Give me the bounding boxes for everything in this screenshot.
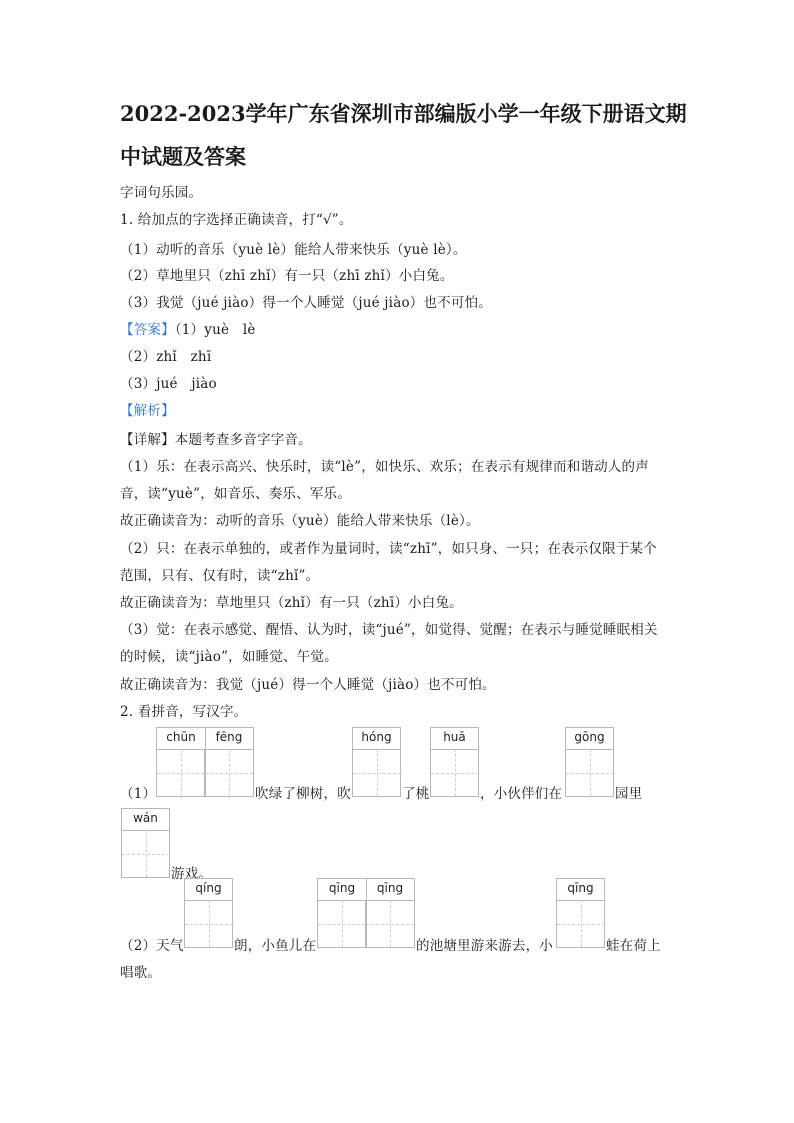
s1-text-4: 园里: [615, 786, 643, 802]
s2-label: （2）天气: [120, 938, 184, 954]
detail-line: （3）觉：在表示感觉、醒悟、认为时，读“jué”，如觉得、觉醒；在表示与睡觉睡眠相关: [120, 622, 658, 638]
q2-prompt: 2. 看拼音，写汉字。: [120, 704, 248, 720]
s1-text-5: 游戏。: [171, 866, 213, 882]
writing-grid-qing-2[interactable]: [556, 878, 605, 948]
pinyin-label: gōng: [566, 728, 613, 750]
detail-line: 故正确读音为：我觉（jué）得一个人睡觉（jiào）也不可怕。: [120, 677, 496, 693]
q1-item-2: （2）草地里只（zhī zhǐ）有一只（zhī zhǐ）小白兔。: [120, 268, 454, 284]
s2-text-4: 唱歌。: [120, 965, 162, 981]
pinyin-label: qíng: [185, 879, 232, 901]
title-line-2: 中试题及答案: [120, 144, 246, 169]
detail-line: 【详解】本题考查多音字字音。: [120, 432, 312, 448]
pinyin-label: qīng: [366, 879, 414, 901]
pinyin-label: hóng: [353, 728, 400, 750]
s2-text-1: 朗，小鱼儿在: [234, 938, 317, 954]
answer-1: （1）yuè lè: [174, 322, 256, 338]
pinyin-label: huā: [431, 728, 478, 750]
s1-text-2: 了桃: [402, 786, 430, 802]
s1-text-3: ，小伙伴们在: [480, 786, 563, 802]
s2-text-3: 蛙在荷上: [606, 938, 661, 954]
detail-line: 的时候，读“jiào”，如睡觉、午觉。: [120, 649, 338, 665]
title-line-1: 2022-2023学年广东省深圳市部编版小学一年级下册语文期: [120, 101, 687, 126]
detail-line: （1）乐：在表示高兴、快乐时，读“lè”，如快乐、欢乐；在表示有规律而和谐动人的声: [120, 459, 649, 475]
s2-text-2: 的池塘里游来游去，小: [416, 938, 553, 954]
answer-row-1: [120, 318, 256, 338]
detail-line: 故正确读音为：动听的音乐（yuè）能给人带来快乐（lè）。: [120, 513, 480, 529]
pinyin-label: wán: [122, 809, 169, 831]
writing-grid-hong[interactable]: [352, 727, 401, 797]
detail-line: （2）只：在表示单独的，或者作为量词时，读“zhī”，如只身、一只；在表示仅限于某个: [120, 541, 657, 557]
analysis-tag: 【解析】: [120, 403, 175, 419]
detail-line: 音，读“yuè”，如音乐、奏乐、军乐。: [120, 486, 351, 502]
pinyin-label: chūn: [157, 728, 205, 750]
section-heading: 字词句乐园。: [120, 185, 203, 201]
writing-grid-qingqing[interactable]: [317, 878, 415, 948]
detail-line: 故正确读音为：草地里只（zhǐ）有一只（zhī）小白兔。: [120, 595, 463, 611]
writing-grid-hua[interactable]: [430, 727, 479, 797]
s1-text-1: 吹绿了柳树，吹: [255, 786, 351, 802]
detail-line: 范围，只有、仅有时，读“zhǐ”。: [120, 568, 320, 584]
answer-tag: 【答案】: [120, 322, 175, 338]
q1-item-3: （3）我觉（jué jiào）得一个人睡觉（jué jiào）也不可怕。: [120, 295, 492, 311]
s1-label: （1）: [120, 786, 157, 802]
writing-grid-gong[interactable]: [565, 727, 614, 797]
pinyin-label: fēng: [205, 728, 253, 750]
q1-item-1: （1）动听的音乐（yuè lè）能给人带来快乐（yuè lè）。: [120, 242, 467, 258]
writing-grid-wan[interactable]: [121, 808, 170, 878]
q1-prompt: 1. 给加点的字选择正确读音，打“√”。: [120, 212, 353, 228]
writing-grid-qing-1[interactable]: [184, 878, 233, 948]
answer-3: （3）jué jiào: [120, 376, 217, 392]
writing-grid-chunfeng[interactable]: [156, 727, 254, 797]
pinyin-label: qīng: [318, 879, 366, 901]
answer-2: （2）zhǐ zhī: [120, 349, 212, 365]
pinyin-label: qīng: [557, 879, 604, 901]
